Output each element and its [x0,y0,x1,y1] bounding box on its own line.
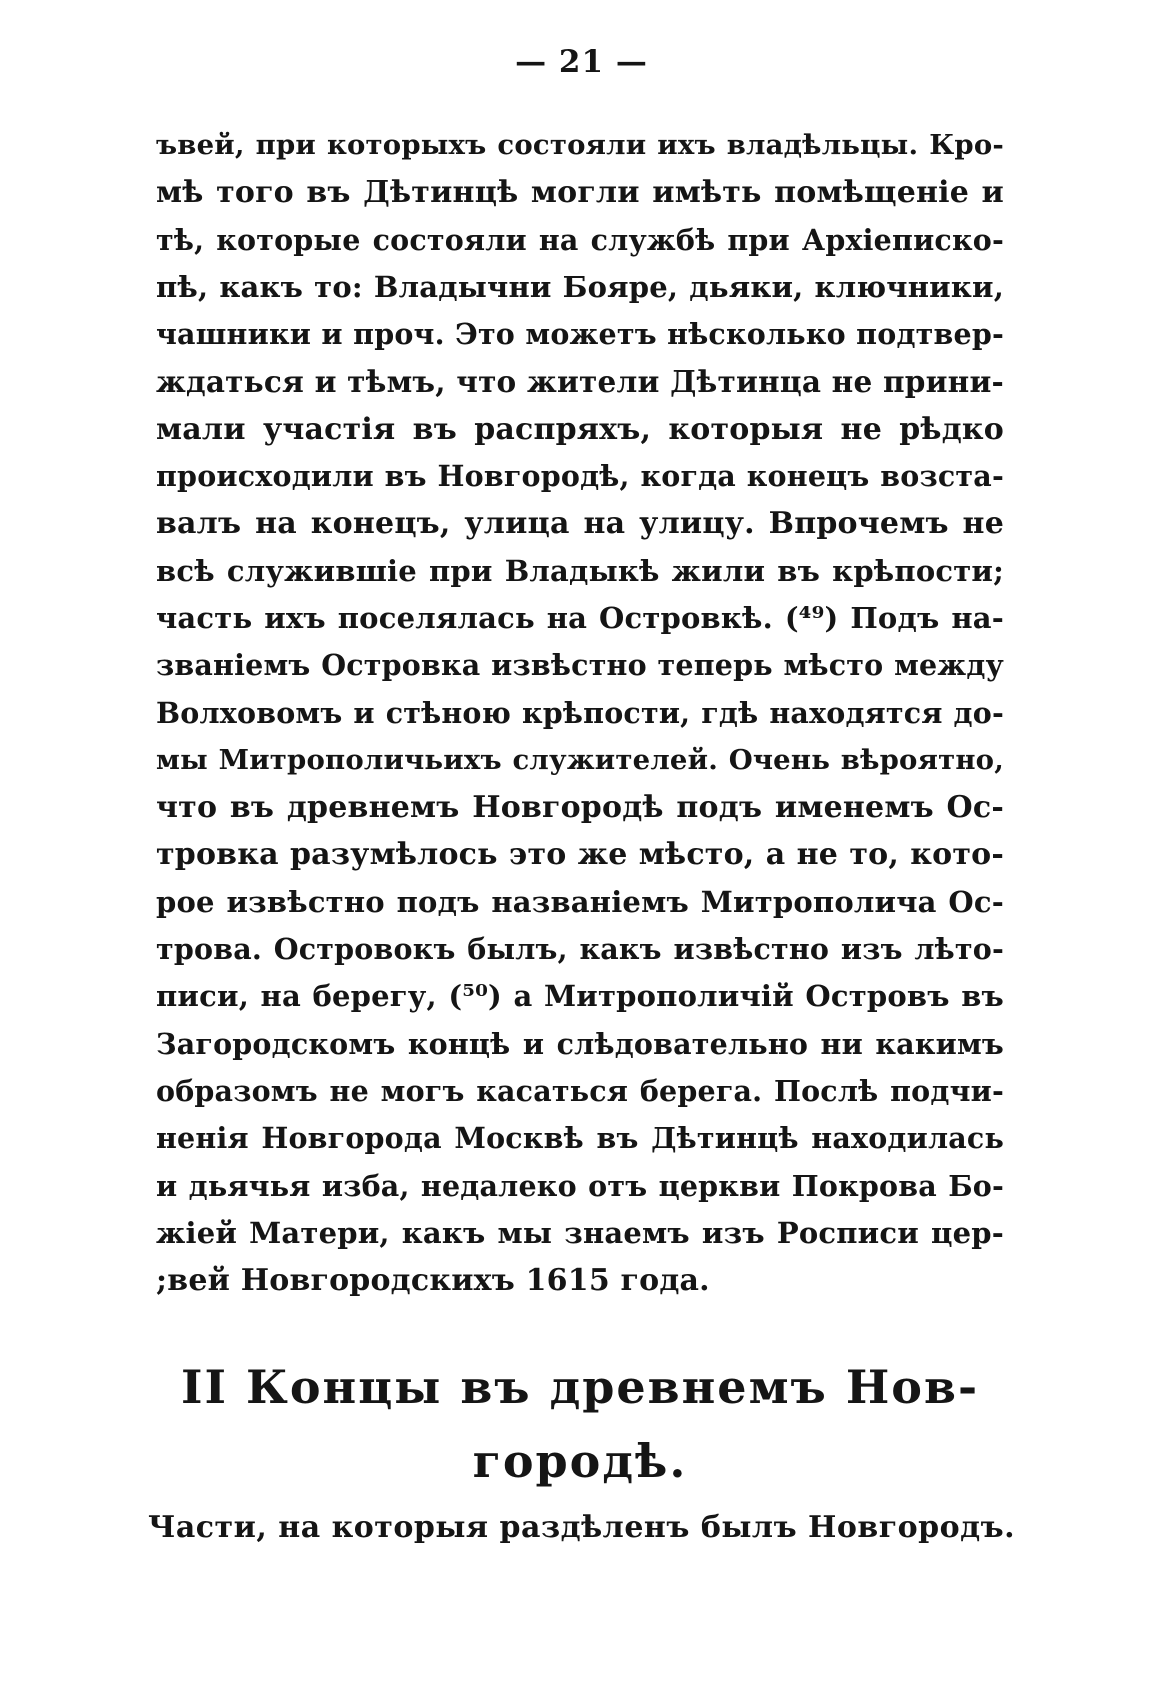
text-line: трова. Островокъ былъ, какъ извѣстно изъ лѣто- [156,932,1004,967]
text-line: валъ на конецъ, улица на улицу. Впрочемъ не [156,506,1004,542]
text-line: ненія Новгорода Москвѣ въ Дѣтинцѣ находилась [156,1121,1004,1156]
text-line: происходили въ Новгородѣ, когда конецъ возста- [156,459,1004,494]
text-line: ждаться и тѣмъ, что жители Дѣтинца не прини- [156,364,1004,400]
text-line: рое извѣстно подъ названіемъ Митрополича Ос- [156,884,1004,919]
page-number: — 21 — [515,44,648,80]
section-subheading: Части, на которыя раздѣленъ былъ Новгородъ. [147,1510,1016,1545]
section-heading [150,1350,1010,1498]
text-line: жіей Матери, какъ мы знаемъ изъ Росписи цер- [156,1215,1004,1250]
text-line: тѣ, которые состояли на службѣ при Архіеписко- [156,222,1004,257]
section-heading-line: городѣ. [472,1434,688,1488]
text-line: пѣ, какъ то: Владычни Бояре, дьяки, ключники, [156,269,1004,304]
text-line: мы Митрополичьихъ служителей. Очень вѣроятно, [156,743,1004,776]
text-line: образомъ не могъ касаться берега. Послѣ подчи- [156,1073,1004,1108]
text-line: ъвей, при которыхъ состояли ихъ владѣльцы. Кро- [156,129,1004,161]
text-line: что въ древнемъ Новгородѣ подъ именемъ Ос- [156,790,1004,826]
text-line: мали участія въ распряхъ, которыя не рѣдко [156,411,1004,447]
text-line: часть ихъ поселялась на Островкѣ. (⁴⁹) Подъ на- [156,600,1004,635]
text-line: Загородскомъ концѣ и слѣдовательно ни какимъ [156,1026,1004,1061]
text-line: тровка разумѣлось это же мѣсто, а не то, кото- [156,837,1004,873]
text-line: ;вей Новгородскихъ 1615 года. [156,1263,710,1299]
text-line: Волховомъ и стѣною крѣпости, гдѣ находятся до- [156,695,1004,730]
text-line: писи, на берегу, (⁵⁰) а Митрополичій Островъ въ [156,979,1004,1014]
text-line: чашники и проч. Это можетъ нѣсколько подтвер- [156,317,1004,352]
text-line: всѣ служившіе при Владыкѣ жили въ крѣпости; [156,553,1004,588]
text-line: и дьячья изба, недалеко отъ церкви Покрова Бо- [156,1168,1004,1203]
body-text [156,122,1004,1304]
section-heading-line: II Концы въ древнемъ Нов- [180,1360,980,1414]
text-line: званіемъ Островка извѣстно теперь мѣсто между [156,648,1004,683]
text-line: мѣ того въ Дѣтинцѣ могли имѣть помѣщеніе и [156,175,1004,211]
